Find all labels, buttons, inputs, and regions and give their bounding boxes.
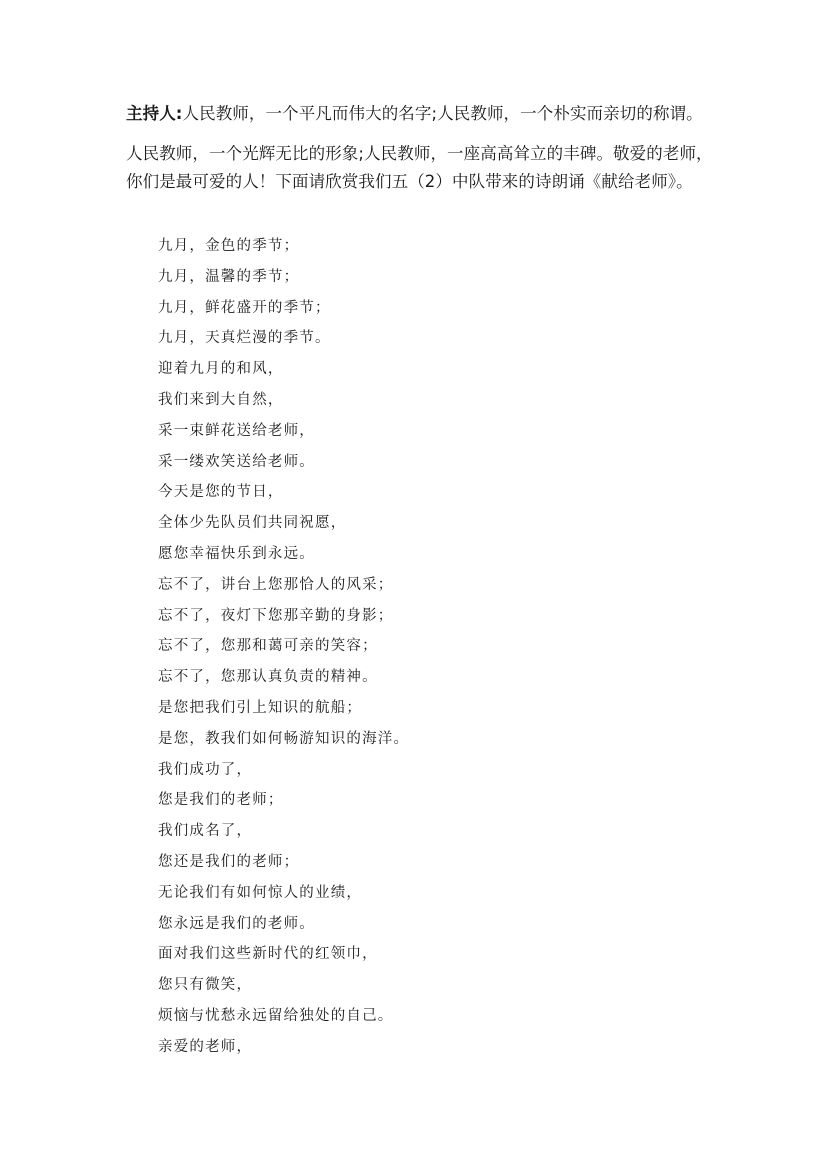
poem-line: 采一缕欢笑送给老师。 [158,453,315,470]
poem-line: 忘不了，夜灯下您那辛勤的身影； [158,607,394,624]
poem-line: 亲爱的老师， [158,1038,253,1055]
poem-line: 九月，鲜花盛开的季节； [158,299,331,316]
intro-line-1-text: 人民教师，一个平凡而伟大的名字;人民教师，一个朴实而亲切的称谓。 [182,104,703,123]
poem-line: 是您，教我们如何畅游知识的海洋。 [158,730,410,747]
poem-line: 我们来到大自然， [158,391,284,408]
poem-line: 忘不了，您那认真负责的精神。 [158,669,378,686]
poem-line: 今天是您的节日， [158,484,284,501]
intro-paragraph-1 [126,100,726,128]
poem-line: 采一束鲜花送给老师， [158,422,315,439]
poem-line: 迎着九月的和风， [158,361,284,378]
poem-line: 烦恼与忧愁永远留给独处的自己。 [158,1007,394,1024]
poem-line: 您只有微笑， [158,977,253,994]
poem-line: 忘不了，讲台上您那恰人的风采； [158,576,394,593]
poem-line: 您永远是我们的老师。 [158,915,315,932]
poem-line: 我们成名了， [158,823,253,840]
intro-line-2: 人民教师，一个光辉无比的形象;人民教师，一座高高耸立的丰碑。敬爱的老师， [126,144,713,163]
poem-line: 愿您幸福快乐到永远。 [158,545,315,562]
poem-line: 九月，温馨的季节； [158,268,300,285]
poem-line: 我们成功了， [158,761,253,778]
poem-line: 忘不了，您那和蔼可亲的笑容； [158,638,378,655]
poem-line: 您还是我们的老师； [158,853,300,870]
intro-line-3: 你们是最可爱的人！下面请欣赏我们五（2）中队带来的诗朗诵《献给老师》。 [126,172,693,191]
poem [158,233,409,1065]
poem-line: 九月，天真烂漫的季节。 [158,330,331,347]
host-label: 主持人: [126,104,183,123]
poem-line: 九月，金色的季节； [158,238,300,254]
poem-line: 面对我们这些新时代的红领巾， [158,946,378,963]
poem-line: 无论我们有如何惊人的业绩， [158,884,363,901]
poem-line: 您是我们的老师； [158,792,284,809]
poem-line: 是您把我们引上知识的航船； [158,699,363,716]
host-intro [126,100,726,196]
poem-line: 全体少先队员们共同祝愿， [158,515,347,532]
